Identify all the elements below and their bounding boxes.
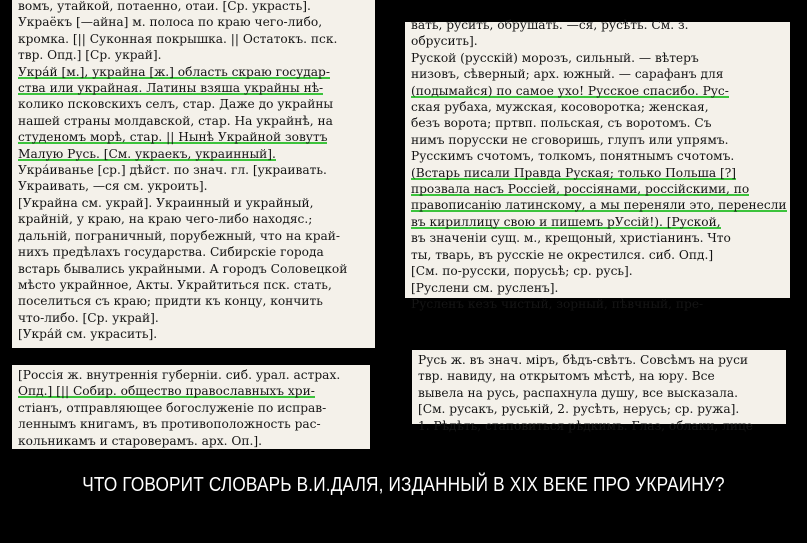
dictionary-line: леннымъ книгамъ, въ противоположность рас-: [18, 417, 321, 432]
dictionary-line: низовъ, сѣверный; арх. южный. — сарафанъ для: [411, 67, 724, 82]
dictionary-line: [См. по-русски, порусьѣ; ср. русь].: [411, 264, 633, 279]
dictionary-line: что-либо. [Ср. украй].: [18, 310, 159, 325]
dictionary-line: Руской (русскій) морозъ, сильный. — вѣтеръ: [411, 50, 699, 65]
dictionary-line: Укра́иванье [ср.] дѣйст. по знач. гл. [украивать.: [18, 163, 327, 178]
dictionary-line: твр. навиду, на открытомъ мѣстѣ, на юру. Все: [418, 369, 715, 384]
dictionary-line: Укра́й [м.], украйна [ж.] область скраю государ-: [18, 64, 330, 79]
dictionary-line: Украёкъ [—айна] м. полоса по краю чего-либо,: [18, 15, 323, 30]
dictionary-line: [Руслени см. русленъ].: [411, 280, 559, 295]
dictionary-line: твр. Опд.] [Ср. украй].: [18, 48, 162, 63]
dictionary-line: Русь ж. въ знач. міръ, бѣдъ-свѣтъ. Совсѣмъ на руси: [418, 353, 749, 367]
dictionary-line: 1. Рѣдѣть, стаповиться рѣдкимъ. Глаз, облаки, лице: [418, 418, 754, 433]
dictionary-clip-russkiy: [405, 18, 790, 311]
dictionary-line: [См. русакъ, руській, 2. русѣть, нерусь; ср. ружа].: [418, 402, 740, 417]
dictionary-line: правописанію латинскому, а мы переняли это, перенесли: [411, 198, 787, 213]
dictionary-line: мѣсто украйнное, Акты. Украйтиться пск. стать,: [18, 277, 332, 292]
dictionary-line: студеномъ морѣ, стар. || Нынѣ Украйной зовутъ: [18, 130, 328, 145]
dictionary-line: ская рубаха, мужская, косоворотка; женская,: [411, 100, 709, 115]
dictionary-line: встарь бывались украйными. А городъ Соловецкой: [18, 261, 348, 276]
dictionary-line: нихъ предѣлахъ государства. Сибирскіе города: [18, 245, 324, 260]
dictionary-line: въ кириллицу свою и пишемъ рУссій!). [Руской,: [411, 214, 721, 229]
dictionary-line: вомъ, утайкой, потаенно, отаи. [Ср. украсть].: [18, 0, 311, 13]
dictionary-line: нимъ порусски не сговоришь, глупъ или упрямъ.: [411, 132, 729, 147]
dictionary-line: (Встарь писали Правда Руская; только Польша [?]: [411, 165, 737, 180]
dictionary-line: поселиться съ краю; придти къ концу, кончить: [18, 294, 323, 309]
dictionary-line: вать, русить, обрушать. —ся, русѣть. См. з.: [411, 18, 689, 32]
dictionary-line: прозвала насъ Россіей, россіянами, россійскими, по: [411, 182, 750, 197]
dictionary-line: [Украйна см. украй]. Украинный и украйный,: [18, 195, 314, 210]
dictionary-clip-ukraina: [12, 0, 375, 348]
dictionary-line: Русскимъ счотомъ, толкомъ, понятнымъ счотомъ.: [411, 149, 735, 164]
dictionary-line: кромка. [|| Суконная покрышка. || Остатокъ. пск.: [18, 31, 338, 46]
dictionary-line: кольникамъ и староверамъ. арх. Оп.].: [18, 433, 262, 448]
dictionary-line: (подымайся) по самое ухо! Русское спасибо. Рус-: [411, 83, 729, 98]
caption-text: ЧТО ГОВОРИТ СЛОВАРЬ В.И.ДАЛЯ, ИЗДАННЫЙ В XIX ВЕКЕ ПРО УКРАИНУ?: [82, 474, 725, 496]
dictionary-line: Русленъ кезъ чистый, зорный, пѣвчный, пре-: [411, 296, 704, 311]
dictionary-line: крайній, у краю, на краю чего-либо находяс.;: [18, 212, 313, 227]
dictionary-line: безъ ворота; пртвп. польская, съ воротомъ. Съ: [411, 116, 712, 131]
dictionary-line: Опд.] [|| Собир. общество православныхъ хри-: [18, 384, 315, 399]
dictionary-line: ты, тварь, въ русскіе не окрестился. сиб. Опд.]: [411, 247, 714, 262]
dictionary-line: вывела на русь, распахнула душу, все высказала.: [418, 385, 739, 400]
dictionary-line: ства или украйная. Латины взяша украйны нѣ-: [18, 81, 324, 96]
dictionary-clip-rus: [412, 350, 786, 433]
dictionary-line: нашей страны молдавской, стар. На украйнѣ, на: [18, 113, 333, 128]
dictionary-line: стіанъ, отправляющее богослуженіе по исправ-: [18, 400, 327, 415]
dictionary-line: [Укра́й см. украсить].: [18, 327, 158, 342]
dictionary-line: дальній, пограничный, порубежный, что на край-: [18, 228, 341, 243]
dictionary-line: Малую Русь. [См. украекъ, украинный].: [18, 146, 276, 161]
dictionary-line: обрусить].: [411, 34, 478, 49]
dictionary-line: въ значеніи сущ. м., крещоный, христіанинъ. Что: [411, 231, 731, 246]
dictionary-line: [Россія ж. внутреннія губерніи. сиб. урал. астрах.: [18, 368, 341, 382]
dictionary-line: колико псковскихъ селъ, стар. Даже до украйны: [18, 97, 334, 112]
dictionary-line: Украивать, —ся см. укроить].: [18, 179, 208, 194]
dictionary-clip-rossiya: [12, 365, 370, 449]
